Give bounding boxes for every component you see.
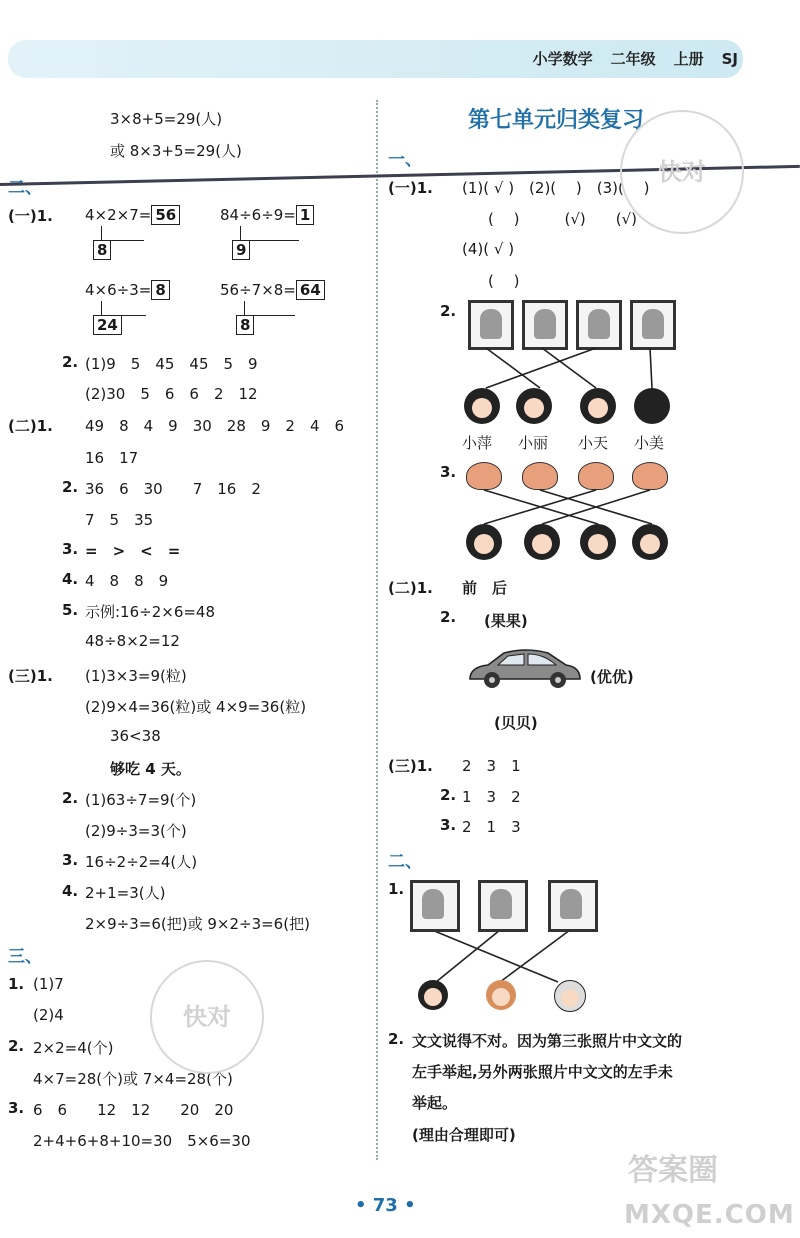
- watermark-brand: 答案圈: [628, 1153, 718, 1188]
- unit-title: 第七单元归类复习: [468, 107, 645, 133]
- p2-5-row-1: 示例:16÷2×6=48: [85, 603, 216, 621]
- s2-2-line-4: (理由合理即可): [412, 1126, 516, 1144]
- eq-4-sub-box: 8: [236, 315, 254, 335]
- eq-4-text: 56÷7×8=: [220, 281, 296, 299]
- s3-3-label: 3.: [8, 1099, 25, 1117]
- photo-frame-c: [548, 880, 598, 932]
- p3-1-row-2: (2)9×4=36(粒)或 4×9=36(粒): [85, 698, 307, 716]
- p3-4-row-2: 2×9÷3=6(把)或 9×2÷3=6(把): [85, 915, 310, 933]
- q2-label: 2.: [62, 353, 79, 371]
- rc-1-row: 2 3 1: [462, 757, 521, 775]
- part-1-label: (一)1.: [8, 207, 53, 225]
- person-icon: [422, 889, 444, 919]
- p2-1-row-2: 16 17: [85, 449, 139, 467]
- kid-icon: [418, 980, 448, 1010]
- eq-3-sub-box: 24: [93, 315, 122, 335]
- r1-row-2: ( ) (√) (√): [488, 210, 637, 228]
- s3-1-label: 1.: [8, 975, 25, 993]
- p2-4-row: 4 8 8 9: [85, 572, 169, 590]
- kid-icon: [554, 980, 586, 1012]
- p3-2-row-1: (1)63÷7=9(个): [85, 791, 197, 809]
- p2-1-row-1: 49 8 4 9 30 28 9 2 4 6: [85, 417, 345, 435]
- watermark-site: MXQE.COM: [624, 1200, 795, 1230]
- p3-3-label: 3.: [62, 851, 79, 869]
- q2-row-1: (1)9 5 45 45 5 9: [85, 355, 258, 373]
- s2-1-label: 1.: [388, 880, 405, 898]
- r1-label: (一)1.: [388, 179, 433, 197]
- s3-1-row-2: (2)4: [33, 1006, 64, 1024]
- photo-frame-b: [478, 880, 528, 932]
- rc-3-row: 2 1 3: [462, 818, 521, 836]
- section-2-heading: 二、: [8, 178, 42, 198]
- s3-2-label: 2.: [8, 1037, 25, 1055]
- watermark-stamp-2: [620, 110, 744, 234]
- header-volume: 上册: [673, 50, 704, 68]
- rc-3-label: 3.: [440, 816, 457, 834]
- p2-3-label: 3.: [62, 540, 79, 558]
- rc-label: (三)1.: [388, 757, 433, 775]
- s3-2-row-1: 2×2=4(个): [33, 1039, 114, 1057]
- p3-2-label: 2.: [62, 789, 79, 807]
- s2-2-line-1: 文文说得不对。因为第三张照片中文文的: [412, 1032, 683, 1050]
- p3-4-row-1: 2+1=3(人): [85, 884, 166, 902]
- eq-1-answer: 56: [151, 205, 180, 225]
- header-edition: SJ: [721, 50, 738, 68]
- p2-2-label: 2.: [62, 478, 79, 496]
- r1-row-3: (4)( √ ): [462, 240, 515, 258]
- p2-2-row-2: 7 5 35: [85, 511, 154, 529]
- p2-5-row-2: 48÷8×2=12: [85, 632, 180, 650]
- eq-1-sub-box: 8: [93, 240, 111, 260]
- p3-4-label: 4.: [62, 882, 79, 900]
- rc-2-label: 2.: [440, 786, 457, 804]
- eq-4-answer: 64: [296, 280, 325, 300]
- watermark-stamp: [150, 960, 264, 1074]
- p2-2-row-1: 36 6 30 7 16 2: [85, 480, 261, 498]
- p3-1-row-1: (1)3×3=9(粒): [85, 667, 187, 685]
- s3-3-row-2: 2+4+6+8+10=30 5×6=30: [33, 1132, 251, 1150]
- eq-3-text: 4×6÷3=: [85, 281, 152, 299]
- p2-5-label: 5.: [62, 601, 79, 619]
- p3-2-row-2: (2)9÷3=3(个): [85, 822, 187, 840]
- name-3: 小天: [578, 434, 609, 452]
- name-2: 小丽: [518, 434, 549, 452]
- left-line-1: 3×8+5=29(人): [110, 110, 223, 128]
- r1-row-1: (1)( √ ) (2)( ) (3)( ): [462, 179, 650, 197]
- watermark-text-2: 快对: [658, 158, 706, 186]
- watermark-text: 快对: [183, 1003, 231, 1031]
- rb-2-bottom: (贝贝): [494, 714, 538, 732]
- rc-2-row: 1 3 2: [462, 788, 521, 806]
- part-3-label: (三)1.: [8, 667, 53, 685]
- header-grade: 二年级: [610, 50, 656, 68]
- rb-label: (二)1.: [388, 579, 433, 597]
- s2-2-line-2: 左手举起,另外两张照片中文文的左手未: [412, 1063, 673, 1081]
- p2-3-row: = > < =: [85, 542, 181, 560]
- name-1: 小萍: [462, 434, 493, 452]
- right-section-2-heading: 二、: [388, 852, 422, 872]
- eq-2-answer: 1: [296, 205, 314, 225]
- car-icon: [466, 645, 584, 689]
- r1-row-4: ( ): [488, 272, 520, 290]
- rb-2-label: 2.: [440, 608, 457, 626]
- p3-3-row: 16÷2÷2=4(人): [85, 853, 198, 871]
- p2-4-label: 4.: [62, 570, 79, 588]
- part-2-label: (二)1.: [8, 417, 53, 435]
- rb-1-row: 前 后: [462, 579, 508, 597]
- rb-2-right: (优优): [590, 668, 634, 686]
- eq-2-text: 84÷6÷9=: [220, 206, 296, 224]
- right-section-1-heading: 一、: [388, 150, 422, 170]
- p3-1-row-4: 够吃 4 天。: [110, 760, 191, 778]
- rb-2-top: (果果): [484, 612, 528, 630]
- eq-1-text: 4×2×7=: [85, 206, 152, 224]
- s3-3-row-1: 6 6 12 12 20 20: [33, 1101, 234, 1119]
- s3-1-row-1: (1)7: [33, 975, 64, 993]
- person-icon: [560, 889, 582, 919]
- section-3-heading: 三、: [8, 947, 42, 967]
- person-icon: [490, 889, 512, 919]
- kid-icon: [486, 980, 516, 1010]
- name-4: 小美: [634, 434, 665, 452]
- s2-2-label: 2.: [388, 1030, 405, 1048]
- photo-frame-a: [410, 880, 460, 932]
- header-subject: 小学数学: [532, 50, 593, 68]
- r3-label: 3.: [440, 463, 457, 481]
- q2-row-2: (2)30 5 6 6 2 12: [85, 385, 258, 403]
- p3-1-row-3: 36<38: [110, 727, 161, 745]
- r2-label: 2.: [440, 302, 457, 320]
- eq-2-sub-box: 9: [232, 240, 250, 260]
- eq-3-answer: 8: [151, 280, 169, 300]
- s2-2-line-3: 举起。: [412, 1094, 458, 1112]
- s3-2-row-2: 4×7=28(个)或 7×4=28(个): [33, 1070, 233, 1088]
- page-number: • 73 •: [355, 1195, 416, 1216]
- left-line-2: 或 8×3+5=29(人): [110, 142, 242, 160]
